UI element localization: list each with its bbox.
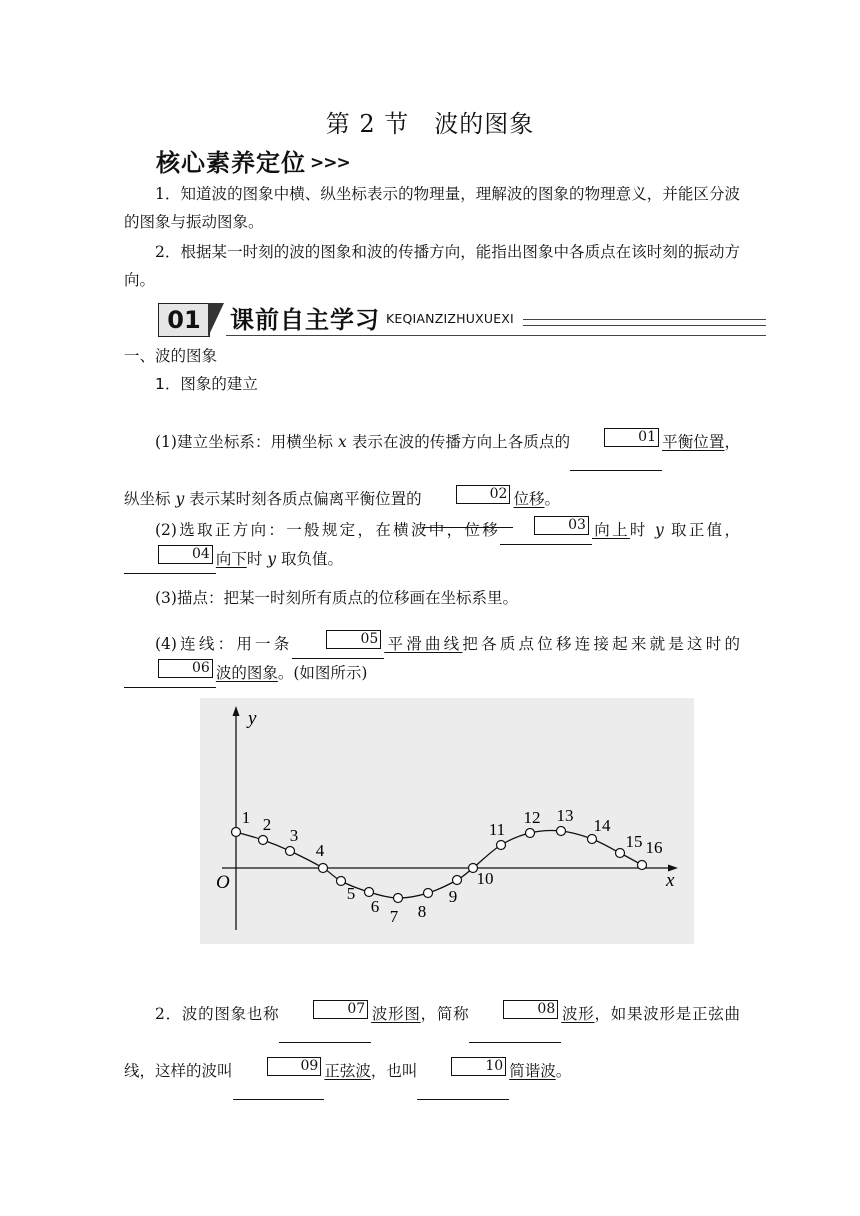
y-axis-label: y	[248, 708, 257, 729]
banner-double-line	[523, 319, 766, 326]
section-number: 01	[158, 303, 210, 337]
blank-09	[233, 1043, 325, 1100]
point-label-16: 16	[645, 838, 663, 857]
origin-label: O	[216, 872, 230, 893]
core-item-1: 1．知道波的图象中横、纵坐标表示的物理量，理解波的图象的物理意义，并能区分波的图象与振动图象。	[124, 185, 740, 231]
blank-number-09: 09	[267, 1057, 322, 1076]
answer-05: 平滑曲线	[384, 635, 463, 653]
page-title: 第 2 节 波的图象	[325, 110, 535, 138]
wave-point-7	[394, 894, 403, 903]
point-label-12: 12	[523, 808, 541, 827]
wave-point-15	[616, 849, 625, 858]
core-item-2: 2．根据某一时刻的波的图象和波的传播方向，能指出图象中各质点在该时刻的振动方向。	[124, 243, 740, 289]
wave-point-14	[588, 835, 597, 844]
blank-number-04: 04	[158, 545, 213, 564]
point-label-6: 6	[370, 897, 380, 916]
blank-03	[500, 516, 592, 545]
answer-03: 向上	[591, 521, 630, 539]
blank-number-01: 01	[604, 428, 659, 447]
section-banner	[158, 303, 766, 339]
core-literacy-heading	[156, 143, 350, 178]
para-plot-points: (3)描点：把某一时刻所有质点的位移画在坐标系里。	[155, 589, 518, 607]
blank-10	[417, 1043, 509, 1100]
point-label-5: 5	[346, 884, 356, 903]
para-direction: (2)选取正方向：一般规定，在横波中，位移 03 向上时 y 取正值，04 向下时 y 取负值。	[124, 516, 740, 574]
blank-number-02: 02	[456, 485, 511, 504]
blank-06	[124, 659, 216, 688]
blank-number-03: 03	[534, 516, 589, 535]
section-pinyin: KEQIANZIZHUXUEXI	[386, 311, 514, 326]
wave-point-11	[497, 841, 506, 850]
wave-point-4	[319, 864, 328, 873]
point-label-15: 15	[625, 832, 643, 851]
blank-number-08: 08	[503, 1000, 558, 1019]
blank-number-06: 06	[158, 659, 213, 678]
para-connect: (4)连线：用一条 05 平滑曲线把各质点位移连接起来就是这时的06 波的图象。(如图所示)	[124, 630, 740, 688]
point-label-8: 8	[417, 902, 427, 921]
point-label-13: 13	[556, 806, 574, 825]
para-coordinate: (1)建立坐标系：用横坐标 x 表示在波的传播方向上各质点的 01 平衡位置，纵坐标 y 表示某时刻各质点偏离平衡位置的 02 位移。	[124, 414, 740, 528]
banner-wedge	[208, 303, 224, 337]
wave-point-9	[453, 876, 462, 885]
answer-04: 向下	[215, 550, 247, 568]
wave-figure	[200, 698, 694, 944]
point-label-7: 7	[389, 907, 399, 926]
wave-point-1	[232, 828, 241, 837]
answer-02: 位移	[513, 490, 545, 508]
blank-04	[124, 545, 216, 574]
answer-07: 波形图	[371, 1005, 421, 1023]
wave-point-5	[337, 877, 346, 886]
answer-01: 平衡位置	[662, 433, 725, 451]
blank-number-07: 07	[313, 1000, 368, 1019]
blank-01	[570, 414, 662, 471]
heading-establish: 1．图象的建立	[155, 375, 258, 393]
point-label-9: 9	[448, 887, 458, 906]
answer-09: 正弦波	[324, 1062, 371, 1080]
para-waveform: 2．波的图象也称 07 波形图，简称 08 波形，如果波形是正弦曲线，这样的波叫 09 正弦波，也叫 10 简谐波。	[124, 986, 740, 1100]
answer-06: 波的图象	[215, 664, 278, 682]
blank-05	[292, 630, 384, 659]
point-label-10: 10	[476, 869, 494, 888]
wave-point-3	[286, 847, 295, 856]
figure-background	[200, 698, 694, 944]
blank-number-10: 10	[451, 1057, 506, 1076]
wave-point-6	[365, 888, 374, 897]
blank-number-05: 05	[326, 630, 381, 649]
point-label-2: 2	[262, 815, 272, 834]
wave-point-12	[526, 829, 535, 838]
answer-10: 简谐波	[509, 1062, 556, 1080]
wave-point-16	[638, 861, 647, 870]
heading-wave-image: 一、波的图象	[124, 347, 218, 365]
section-title: 课前自主学习	[230, 306, 380, 334]
x-axis-label: x	[666, 870, 675, 891]
point-label-4: 4	[315, 841, 325, 860]
wave-point-8	[424, 889, 433, 898]
point-label-14: 14	[593, 816, 611, 835]
wave-point-2	[259, 836, 268, 845]
point-label-1: 1	[241, 808, 251, 827]
answer-08: 波形	[561, 1005, 595, 1023]
point-label-3: 3	[289, 826, 299, 845]
banner-baseline	[226, 335, 766, 336]
core-heading-text: 核心素养定位	[156, 149, 306, 177]
wave-point-13	[557, 827, 566, 836]
blank-08	[469, 986, 561, 1043]
heading-arrows: >>>	[310, 153, 350, 173]
point-label-11: 11	[488, 820, 506, 839]
blank-07	[279, 986, 371, 1043]
